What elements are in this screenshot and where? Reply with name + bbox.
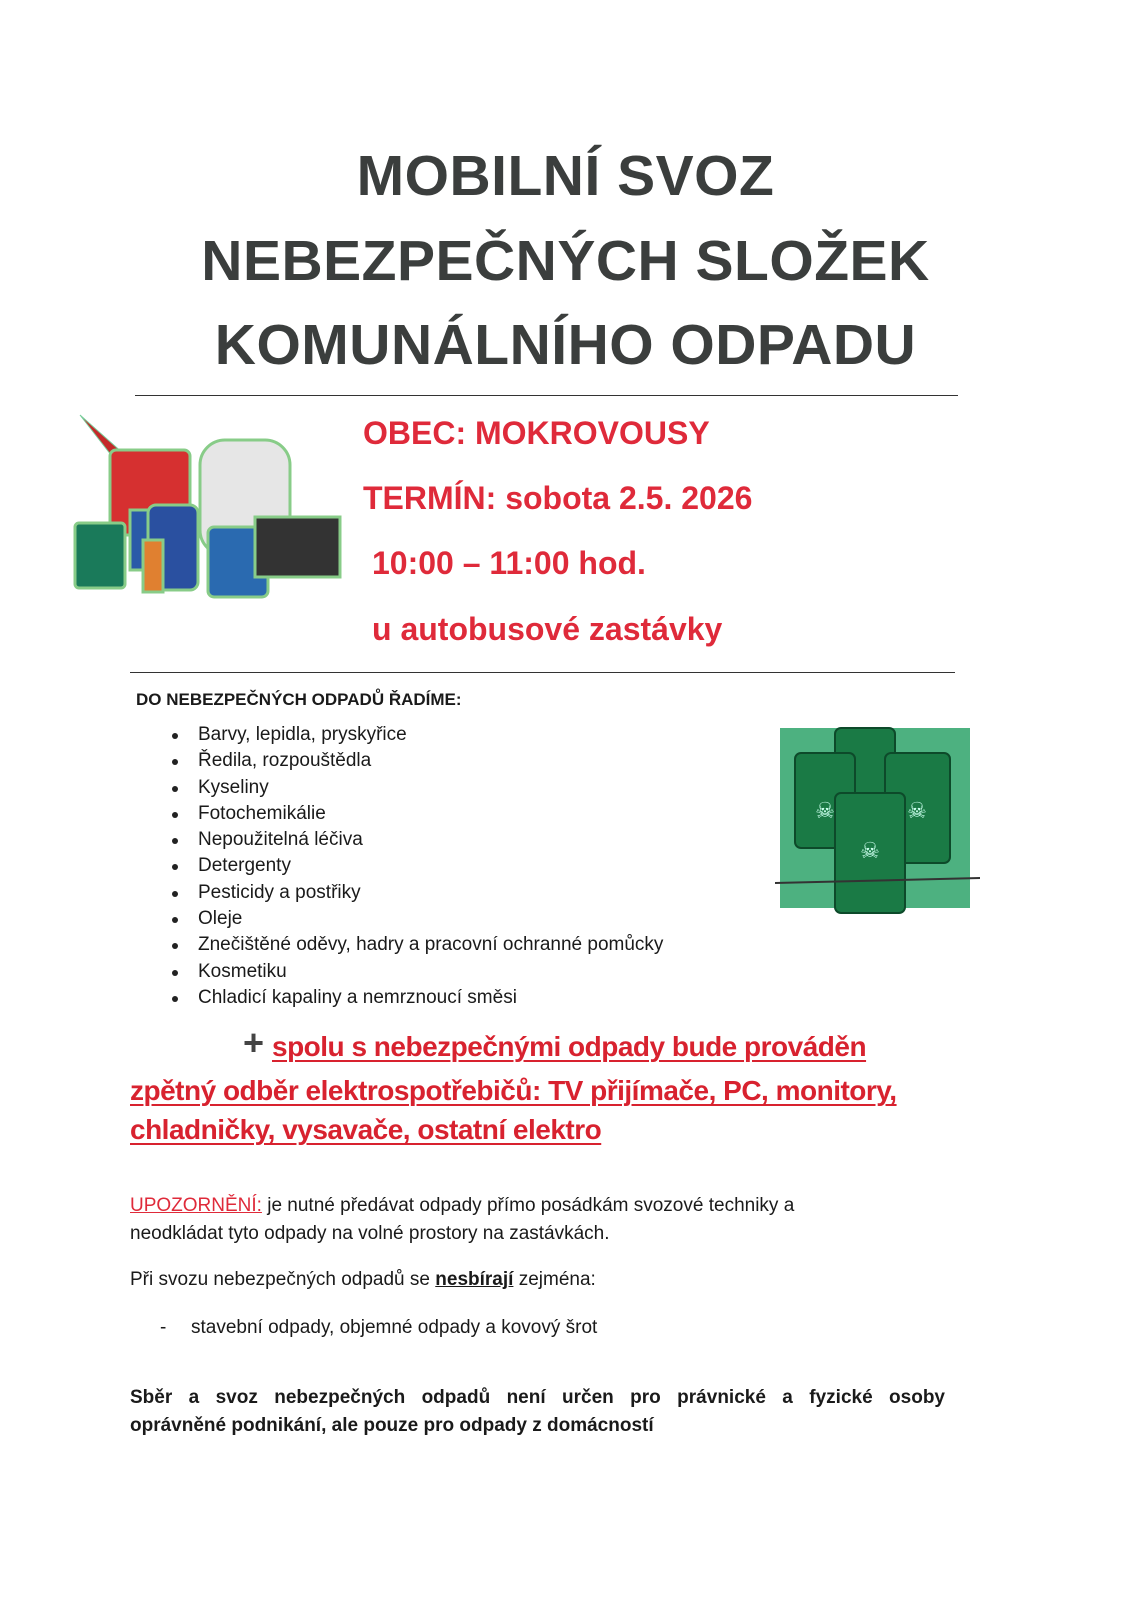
list-heading: DO NEBEZPEČNÝCH ODPADŮ ŘADÍME: (136, 690, 462, 709)
electro-line-3: chladničky, vysavače, ostatní elektro (130, 1114, 602, 1145)
electro-line-2: zpětný odběr elektrospotřebičů: TV přijímače, PC, monitory, (130, 1075, 897, 1106)
list-item: Pesticidy a postřiky (170, 880, 663, 906)
title-line-2: NEBEZPEČNÝCH SLOŽEK (201, 229, 930, 293)
list-item: Oleje (170, 906, 663, 932)
hazardous-items-list (170, 722, 663, 1011)
list-item: Kyseliny (170, 775, 663, 801)
list-item: Detergenty (170, 853, 663, 879)
emphasis: nesbírají (435, 1269, 514, 1290)
list-item: Chladicí kapaliny a nemrznoucí směsi (170, 985, 663, 1011)
svg-text:☠: ☠ (907, 799, 927, 824)
time: 10:00 – 11:00 hod. (372, 545, 646, 581)
svg-text:☠: ☠ (815, 799, 835, 824)
warning-paragraph (130, 1192, 794, 1248)
toxic-barrels-illustration (775, 718, 980, 923)
hazardous-containers-illustration (70, 405, 345, 605)
divider (130, 672, 955, 673)
svg-text:☠: ☠ (860, 839, 880, 864)
list-item: Kosmetiku (170, 959, 663, 985)
intro-text: zejména: (513, 1269, 596, 1290)
list-item: Fotochemikálie (170, 801, 663, 827)
footer-line-2: oprávněné podnikání, ale pouze pro odpady z domácností (130, 1415, 654, 1436)
list-item: Barvy, lepidla, pryskyřice (170, 722, 663, 748)
municipality: OBEC: MOKROVOUSY (363, 415, 710, 451)
not-collected-dash: - (160, 1317, 167, 1338)
plus-icon: + (243, 1022, 265, 1063)
title-line-3: KOMUNÁLNÍHO ODPADU (214, 313, 917, 377)
electro-line-1: spolu s nebezpečnými odpady bude prováděn (272, 1031, 867, 1062)
list-item: Ředila, rozpouštědla (170, 748, 663, 774)
location: u autobusové zastávky (372, 611, 723, 647)
not-collected-intro (130, 1266, 596, 1294)
warning-label: UPOZORNĚNÍ: (130, 1195, 262, 1216)
divider (135, 395, 958, 396)
list-item: Nepoužitelná léčiva (170, 827, 663, 853)
footer-line-1: Sběr a svoz nebezpečných odpadů není určen pro právnické a fyzické osoby (130, 1387, 945, 1408)
warning-text: neodkládat tyto odpady na volné prostory na zastávkách. (130, 1223, 610, 1244)
intro-text: Při svozu nebezpečných odpadů se (130, 1269, 436, 1290)
list-item: Znečištěné oděvy, hadry a pracovní ochranné pomůcky (170, 932, 663, 958)
not-collected-item: stavební odpady, objemné odpady a kovový šrot (191, 1317, 598, 1338)
title-line-1: MOBILNÍ SVOZ (356, 144, 775, 208)
date: TERMÍN: sobota 2.5. 2026 (363, 480, 753, 516)
warning-text: je nutné předávat odpady přímo posádkám svozové techniky a (261, 1195, 795, 1216)
